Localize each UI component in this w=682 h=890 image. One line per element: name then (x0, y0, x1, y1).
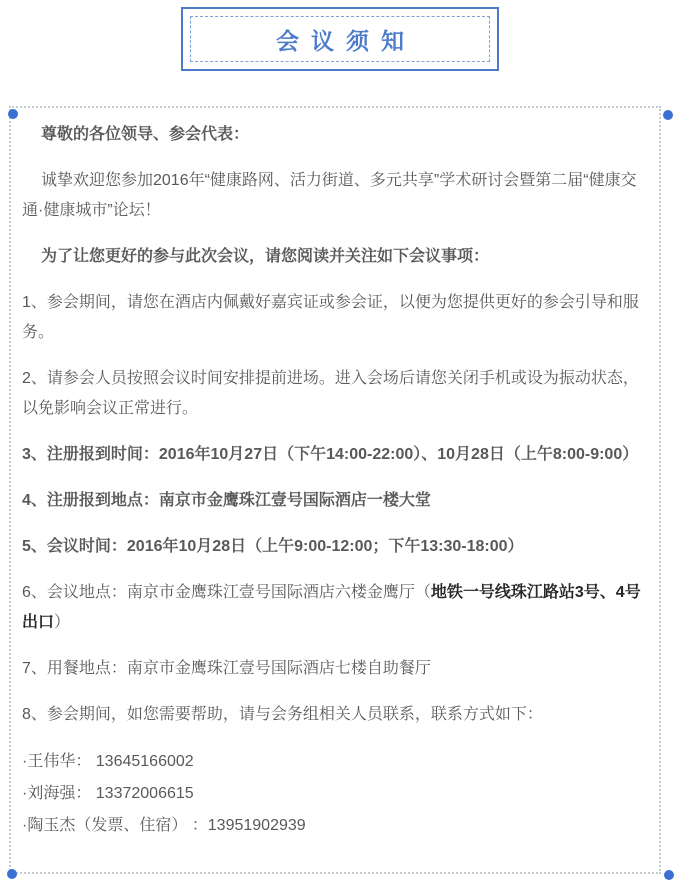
notice-body (9, 106, 661, 874)
notice-item-4-registration-place: 4、注册报到地点：南京市金鹰珠江壹号国际酒店一楼大堂 (22, 492, 431, 509)
corner-dot-top-right (663, 110, 673, 120)
corner-dot-bottom-left (7, 869, 17, 879)
notice-item-3-registration-time: 3、注册报到时间：2016年10月27日（下午14:00-22:00）、10月28日（上午8:00-9:00） (22, 446, 639, 463)
meeting-place-close-paren: ） (54, 614, 71, 631)
notice-item-1: 1、参会期间，请您在酒店内佩戴好嘉宾证或参会证，以便为您提供更好的参会引导和服务。 (22, 294, 639, 341)
title-banner-inner-frame (190, 16, 490, 62)
contact-line-wang: ·王伟华： 13645166002 (22, 753, 194, 770)
notice-item-7-dining-place: 7、用餐地点：南京市金鹰珠江壹号国际酒店七楼自助餐厅 (22, 660, 431, 677)
title-banner (181, 7, 499, 71)
salutation: 尊敬的各位领导、参会代表： (41, 126, 250, 143)
page-title: 会议须知 (276, 27, 416, 54)
meeting-place-text: 6、会议地点：南京市金鹰珠江壹号国际酒店六楼金鹰厅（ (22, 584, 431, 601)
corner-dot-bottom-right (664, 870, 674, 880)
notice-item-8-help-info: 8、参会期间，如您需要帮助，请与会务组相关人员联系，联系方式如下： (22, 706, 543, 723)
corner-dot-top-left (8, 109, 18, 119)
metro-exit-highlight: 地铁一号线珠江路站3号、4号出口 (22, 584, 641, 631)
notice-item-6-meeting-place (22, 578, 648, 638)
notice-item-2: 2、请参会人员按照会议时间安排提前进场。进入会场后请您关闭手机或设为振动状态，以免影响会议正常进行。 (22, 370, 639, 417)
contact-line-liu: ·刘海强： 13372006615 (22, 785, 194, 802)
intro-paragraph: 为了让您更好的参与此次会议，请您阅读并关注如下会议事项： (41, 248, 490, 265)
welcome-paragraph: 诚挚欢迎您参加2016年“健康路网、活力街道、多元共享”学术研讨会暨第二届“健康交通·健康城市”论坛！ (22, 172, 637, 219)
notice-item-5-meeting-time: 5、会议时间：2016年10月28日（上午9:00-12:00；下午13:30-18:00） (22, 538, 524, 555)
contact-line-tao: ·陶玉杰（发票、住宿） ：13951902939 (22, 817, 306, 834)
